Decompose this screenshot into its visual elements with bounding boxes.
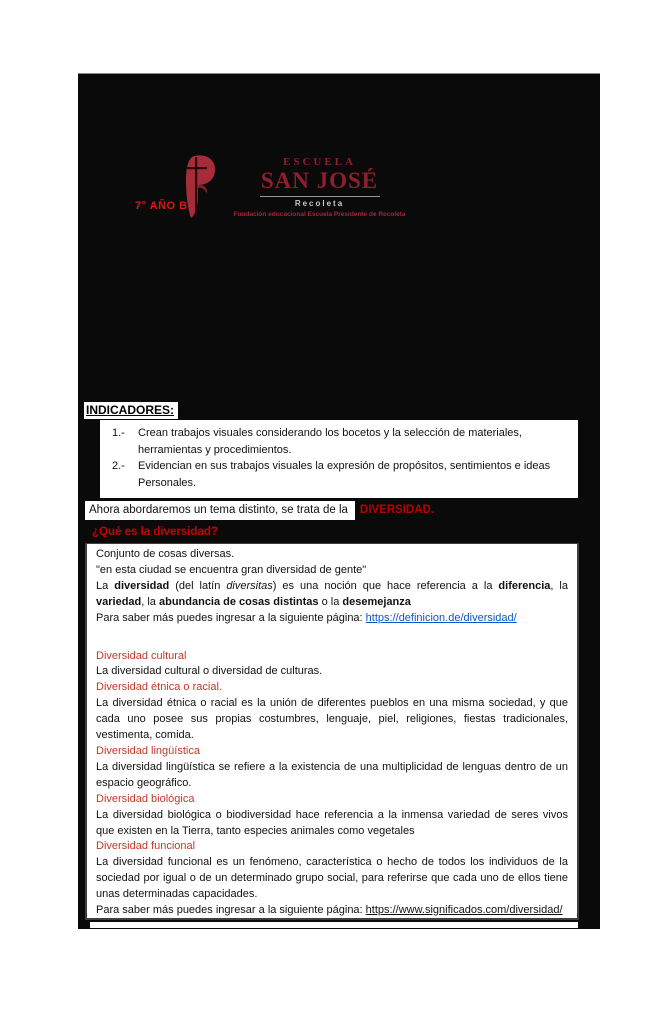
section-body-cultural: La diversidad cultural o diversidad de culturas.: [96, 665, 323, 678]
more-info-label-2: Para saber más puedes ingresar a la siguiente página:: [96, 904, 366, 917]
section-heading-etnica: Diversidad étnica o racial.: [96, 681, 222, 694]
logo-divider: [260, 196, 380, 197]
section-heading-biologica: Diversidad biológica: [96, 792, 195, 805]
more-info-line-2: [96, 903, 568, 919]
question-heading: ¿Qué es la diversidad?: [92, 526, 218, 538]
school-logo: [178, 154, 407, 220]
significados-link[interactable]: https://www.significados.com/diversidad/: [365, 904, 563, 917]
def-italic: diversitas: [226, 579, 273, 592]
indicator-item: [112, 425, 572, 458]
def-bold: variedad: [96, 595, 142, 608]
indicator-item: [112, 458, 572, 491]
school-tagline: Fundación educacional Escuela Presidente de Recoleta: [233, 211, 406, 218]
indicators-title: INDICADORES:: [84, 402, 178, 419]
school-name: SAN JOSÉ: [260, 168, 379, 193]
def-text: (del latín: [169, 579, 227, 592]
indicator-number: 2.-: [112, 460, 125, 472]
intro-lead-text: Ahora abordaremos un tema distinto, se trata de la: [85, 501, 355, 520]
indicator-number: 1.-: [112, 427, 125, 439]
section-body-linguistica: La diversidad lingüística se refiere a la existencia de una multiplicidad de lenguas dentro de un espacio geográfico.: [96, 760, 568, 789]
intro-highlight-diversidad: DIVERSIDAD.: [359, 504, 435, 516]
def-text: , la: [550, 579, 568, 592]
spacer: [96, 627, 568, 649]
def-text: ) es una noción que hace referencia a la: [272, 579, 499, 592]
def-bold: abundancia de cosas distintas: [158, 595, 319, 608]
bottom-white-strip: [90, 922, 578, 928]
grade-label: 7° AÑO B: [135, 200, 188, 212]
content-box: [85, 543, 579, 920]
indicator-text: Evidencian en sus trabajos visuales la expresión de propósitos, sentimientos e ideas Personales.: [138, 460, 551, 489]
definicion-link[interactable]: https://definicion.de/diversidad/: [365, 611, 517, 624]
more-info-line: [96, 611, 568, 627]
def-text: , la: [141, 595, 159, 608]
def-text: La: [96, 579, 115, 592]
section-body-funcional: La diversidad funcional es un fenómeno, característica o hecho de todos los individuos de la sociedad por igual o de un determinado grupo social, para referirse que cada uno de ellos tiene unas determinadas capacidades.: [96, 856, 568, 901]
section-heading-cultural: Diversidad cultural: [96, 649, 187, 662]
def-bold: diversidad: [114, 579, 170, 592]
more-info-label: Para saber más puedes ingresar a la siguiente página:: [96, 611, 366, 624]
school-logo-text: [232, 154, 407, 218]
section-body-etnica: La diversidad étnica o racial es la unión de diferentes pueblos en una misma sociedad, y que cada uno posee sus propias costumbres, lenguaje, piel, religiones, fiestas tradicionales, vestimenta, comida.: [96, 697, 568, 742]
definition-line1: Conjunto de cosas diversas.: [96, 548, 235, 560]
definition-line2: "en esta ciudad se encuentra gran diversidad de gente": [96, 563, 367, 576]
indicators-box: [100, 420, 578, 498]
indicator-text: Crean trabajos visuales considerando los bocetos y la selección de materiales, herramientas y procedimientos.: [138, 427, 522, 456]
definition-paragraph: [96, 579, 568, 611]
section-body-biologica: La diversidad biológica o biodiversidad hace referencia a la inmensa variedad de seres vivos que existen en la Tierra, tanto especies animales como vegetales: [96, 808, 568, 837]
section-heading-funcional: Diversidad funcional: [96, 840, 196, 853]
intro-row: [85, 499, 434, 521]
def-text: o la: [318, 595, 343, 608]
def-bold: desemejanza: [342, 595, 411, 608]
def-bold: diferencia: [498, 579, 551, 592]
school-place: Recoleta: [294, 199, 345, 208]
section-heading-linguistica: Diversidad lingüística: [96, 744, 200, 757]
school-name-top: ESCUELA: [283, 156, 356, 168]
